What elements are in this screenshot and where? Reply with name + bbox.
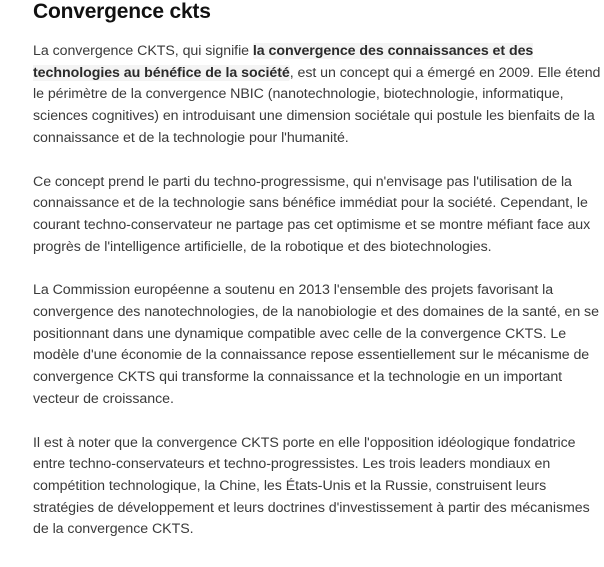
article-title: Convergence ckts	[33, 0, 211, 23]
highlighted-definition: la convergence des connaissances et des technologies au bénéfice de la société	[33, 43, 534, 81]
paragraph-1-rest: , est un concept qui a émergé en 2009. Elle étend le périmètre de la convergence NBIC (nanotechnologie, biotechnologie, informatique, sciences cognitives) en introduisant une dimension sociétale qui postule les bienfaits de la connaissance et de la technologie pour l'humanité.	[33, 64, 601, 146]
paragraph-2: Ce concept prend le parti du techno-progressisme, qui n'envisage pas l'utilisation de la connaissance et de la technologie sans bénéfice immédiat pour la société. Cependant, le courant techno-conservateur ne partage pas cet optimisme et se montre méfiant face aux progrès de l'intelligence artificielle, de la robotique et des biotechnologies.	[33, 173, 591, 255]
paragraph-1-intro: La convergence CKTS, qui signifie	[33, 43, 253, 59]
paragraph-3: La Commission européenne a soutenu en 2013 l'ensemble des projets favorisant la convergence des nanotechnologies, de la nanobiologie et des domaines de la santé, en se positionnant dans une dynamique compatible avec celle de la convergence CKTS. Le modèle d'une économie de la connaissance repose essentiellement sur le mécanisme de convergence CKTS qui transforme la connaissance et la technologie en un important vecteur de croissance.	[33, 282, 599, 407]
article	[33, 0, 601, 541]
paragraph-4: Il est à noter que la convergence CKTS porte en elle l'opposition idéologique fondatrice entre techno-conservateurs et techno-progressistes. Les trois leaders mondiaux en compétition technologique, la Chine, les États-Unis et la Russie, construisent leurs stratégies de développement et leurs doctrines d'investissement à partir des mécanismes de la convergence CKTS.	[33, 434, 590, 538]
paragraph-1	[33, 41, 601, 150]
